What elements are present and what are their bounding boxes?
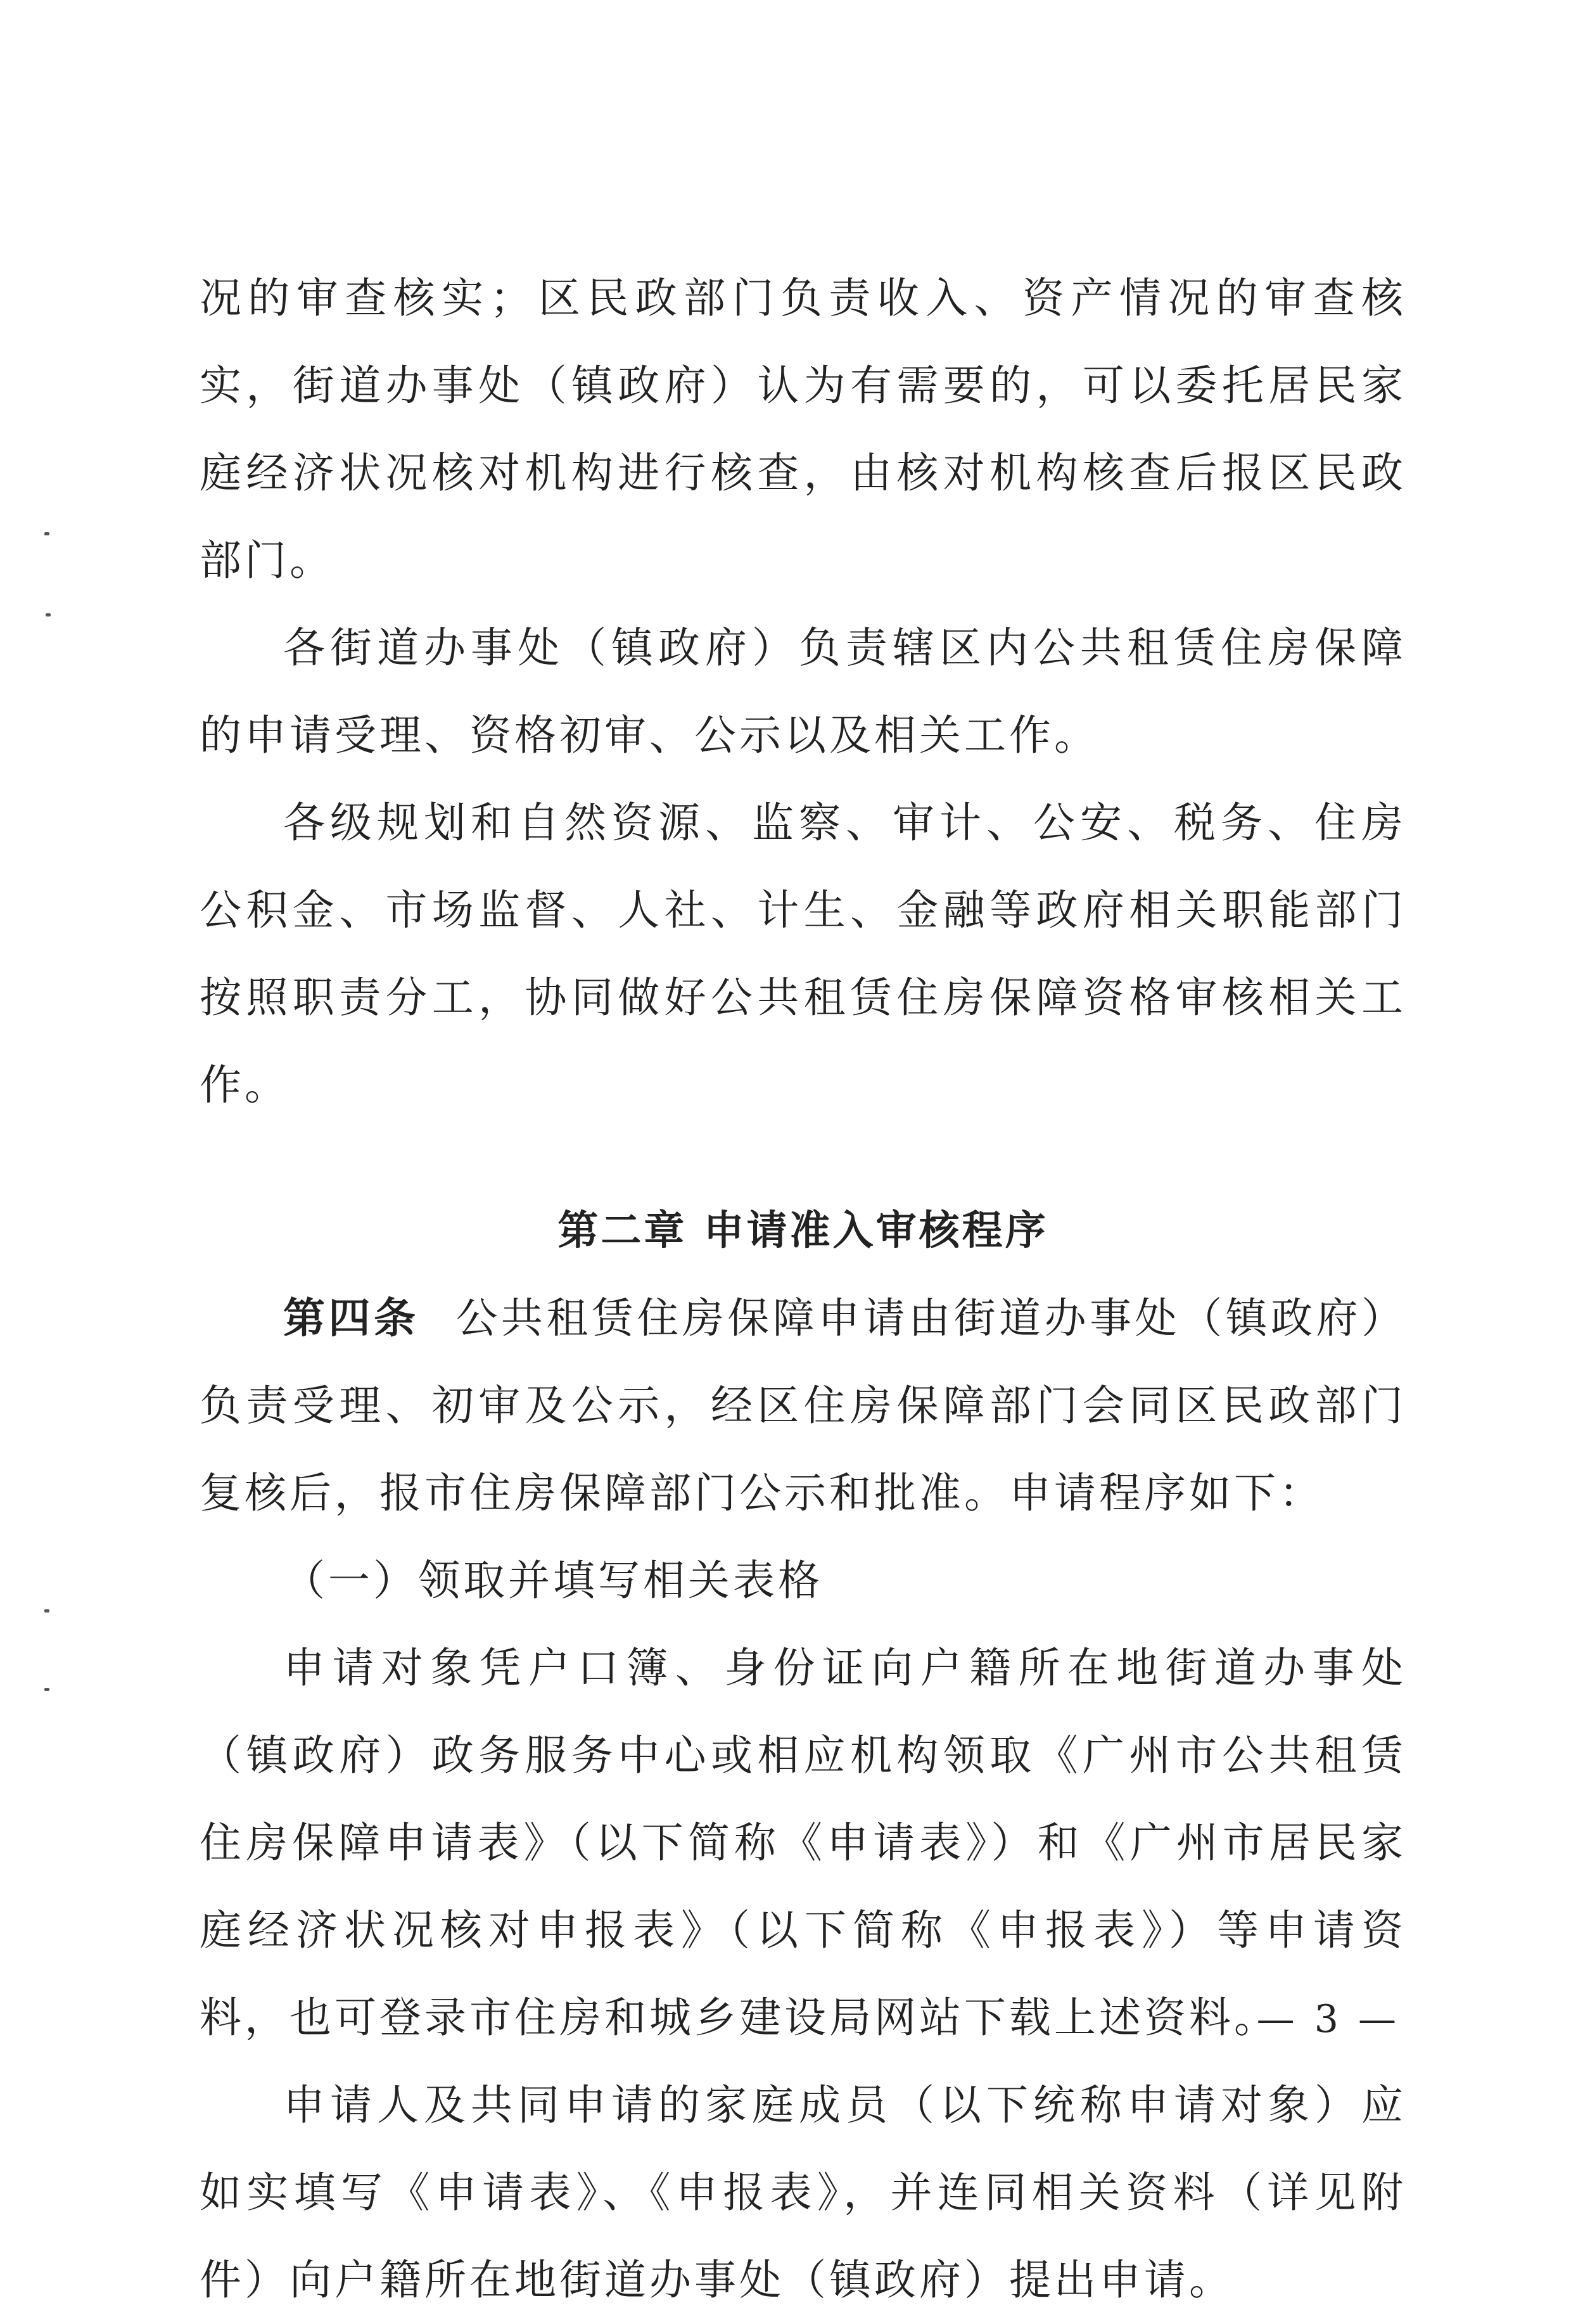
article-number: 第四条 [283, 1294, 419, 1343]
document-body [200, 255, 1406, 2324]
scan-speck [46, 613, 51, 616]
scan-speck [44, 1609, 49, 1612]
paragraph-street-office-duties: 各街道办事处（镇政府）负责辖区内公共租赁住房保障的申请受理、资格初审、公示以及相关工作。 [200, 623, 1406, 760]
page-number: — 3 — [1256, 1997, 1400, 2041]
paragraph-submit-application: 申请人及共同申请的家庭成员（以下统称申请对象）应如实填写《申请表》、《申报表》，并连同相关资料（详见附件）向户籍所在地街道办事处（镇政府）提出申请。 [200, 2081, 1406, 2304]
scan-speck [44, 1688, 49, 1691]
article-four [200, 1275, 1406, 1537]
chapter-title: 第二章 申请准入审核程序 [557, 1208, 1048, 1255]
paragraph-departments-cooperation: 各级规划和自然资源、监察、审计、公安、税务、住房公积金、市场监督、人社、计生、金融等政府相关职能部门按照职责分工，协同做好公共租赁住房保障资格审核相关工作。 [200, 798, 1406, 1109]
section-title: （一）领取并填写相关表格 [283, 1556, 823, 1605]
scan-speck [44, 532, 49, 535]
article-text: 公共租赁住房保障申请由街道办事处（镇政府）负责受理、初审及公示，经区住房保障部门会同区民政部门复核后，报市住房保障部门公示和批准。申请程序如下： [200, 1294, 1407, 1517]
paragraph-continuation: 况的审查核实；区民政部门负责收入、资产情况的审查核实，街道办事处（镇政府）认为有需要的，可以委托居民家庭经济状况核对机构进行核查，由核对机构核查后报区民政部门。 [200, 274, 1406, 585]
paragraph-collect-forms: 申请对象凭户口簿、身份证向户籍所在地街道办事处（镇政府）政务服务中心或相应机构领取《广州市公共租赁住房保障申请表》（以下简称《申请表》）和《广州市居民家庭经济状况核对申报表》（以下简称《申报表》）等申请资料，也可登录市住房和城乡建设局网站下载上述资料。 [200, 1644, 1406, 2042]
